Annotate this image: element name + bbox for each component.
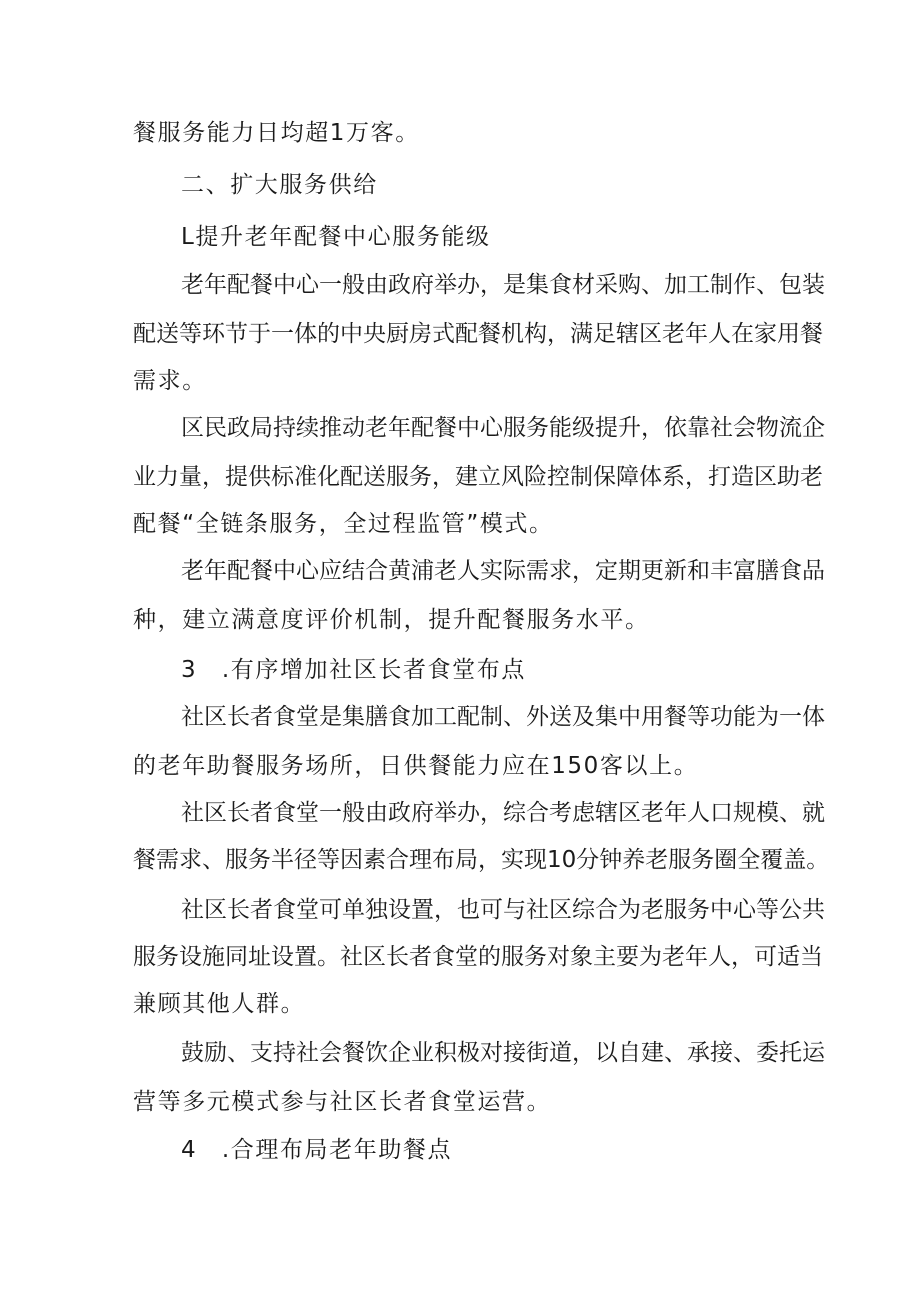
section-heading: 二、扩大服务供给 <box>181 172 378 198</box>
paragraph-line: 老年配餐中心应结合黄浦老人实际需求，定期更新和丰富膳食品 <box>181 558 825 584</box>
paragraph-line: 社区长者食堂可单独设置，也可与社区综合为老服务中心等公共 <box>181 897 825 923</box>
paragraph-line: 社区长者食堂一般由政府举办，综合考虑辖区老年人口规模、就 <box>181 800 825 826</box>
paragraph-line: 需求。 <box>133 368 207 394</box>
paragraph-line: 种，建立满意度评价机制，提升配餐服务水平。 <box>133 607 650 633</box>
paragraph-line: 区民政局持续推动老年配餐中心服务能级提升，依靠社会物流企 <box>181 415 825 441</box>
paragraph-line: 兼顾其他人群。 <box>133 991 306 1017</box>
paragraph-line: 业力量，提供标准化配送服务，建立风险控制保障体系，打造区助老 <box>133 464 823 490</box>
paragraph-line: 配送等环节于一体的中央厨房式配餐机构，满足辖区老年人在家用餐 <box>133 321 823 347</box>
paragraph-line: 的老年助餐服务场所，日供餐能力应在150客以上。 <box>133 753 699 779</box>
paragraph-line: 营等多元模式参与社区长者食堂运营。 <box>133 1089 552 1115</box>
paragraph-line: 餐需求、服务半径等因素合理布局，实现10分钟养老服务圈全覆盖。 <box>133 847 830 873</box>
paragraph-line: 鼓励、支持社会餐饮企业积极对接街道，以自建、承接、委托运 <box>181 1040 825 1066</box>
paragraph-line: 社区长者食堂是集膳食加工配制、外送及集中用餐等功能为一体 <box>181 704 825 730</box>
subsection-heading: L提升老年配餐中心服务能级 <box>181 224 491 250</box>
paragraph-line: 餐服务能力日均超1万客。 <box>133 120 420 146</box>
paragraph-line: 配餐“全链条服务，全过程监管”模式。 <box>133 511 554 537</box>
subsection-heading: 3 .有序增加社区长者食堂布点 <box>181 657 526 683</box>
paragraph-line: 服务设施同址设置。社区长者食堂的服务对象主要为老年人，可适当 <box>133 944 823 970</box>
paragraph-line: 老年配餐中心一般由政府举办，是集食材采购、加工制作、包装 <box>181 272 825 298</box>
subsection-heading: 4 .合理布局老年助餐点 <box>181 1137 453 1163</box>
